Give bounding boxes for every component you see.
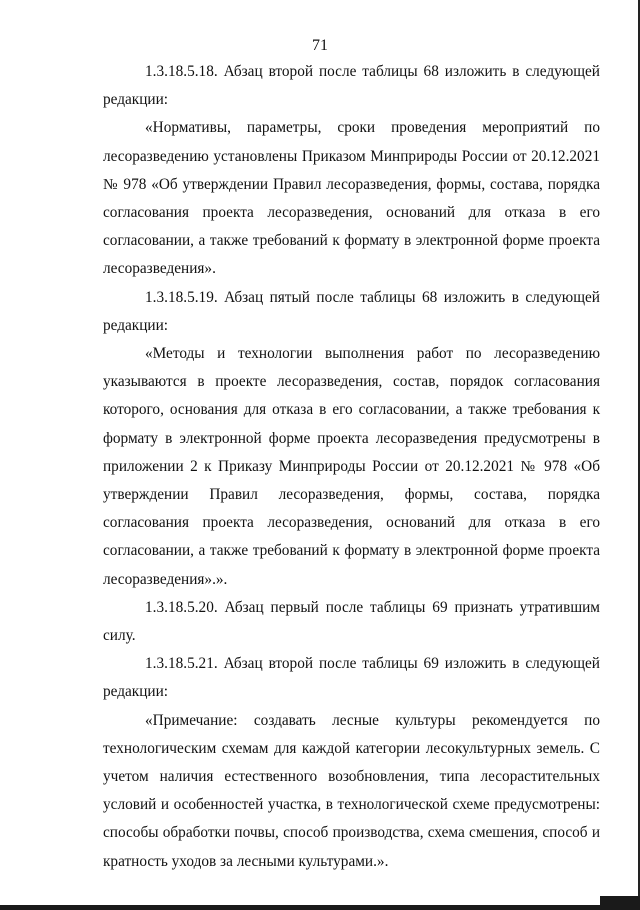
paragraph-quote-norms: «Нормативы, параметры, сроки проведения мероприятий по лесоразведению установлены Приказом Минприроды России от 20.12.2021 № 978 «Об утверждении Правил лесоразведения, формы, состава, порядка согласования проекта лесоразведения, оснований для отказа в его согласовании, а также требований к формату в электронной форме проекта лесоразведения».: [103, 119, 600, 278]
paragraph-1-3-18-5-20: 1.3.18.5.20. Абзац первый после таблицы 69 признать утратившим силу.: [103, 598, 600, 645]
paragraph-quote-note: «Примечание: создавать лесные культуры рекомендуется по технологическим схемам для каждой категории лесокультурных земель. С учетом наличия естественного возобновления, типа лесорастительных условий и особенностей участка, в технологической схеме предусмотрены: способы обработки почвы, способ производства, схема смешения, способ и кратность уходов за лесными культурами.».: [103, 711, 600, 870]
paragraph-quote-methods: «Методы и технологии выполнения работ по лесоразведению указываются в проекте лесоразведения, состав, порядок согласования которого, основания для отказа в его согласовании, а также требования к формату в электронной форме проекта лесоразведения предусмотрены в приложении 2 к Приказу Минприроды России от 20.12.2021 № 978 «Об утверждении Правил лесоразведения, формы, состава, порядка согласования проекта лесоразведения, оснований для отказа в его согласовании, а также требований к формату в электронной форме проекта лесоразведения».».: [103, 345, 600, 588]
scan-edge-bottom: [0, 905, 640, 910]
paragraph-1-3-18-5-21: 1.3.18.5.21. Абзац второй после таблицы 69 изложить в следующей редакции:: [103, 655, 600, 701]
paragraph-1-3-18-5-19: 1.3.18.5.19. Абзац пятый после таблицы 68 изложить в следующей редакции:: [103, 288, 600, 334]
page-number: 71: [312, 37, 328, 54]
document-body: [103, 58, 600, 876]
scan-edge-corner: [600, 896, 640, 910]
paragraph-1-3-18-5-18: 1.3.18.5.18. Абзац второй после таблицы 68 изложить в следующей редакции:: [103, 63, 600, 109]
